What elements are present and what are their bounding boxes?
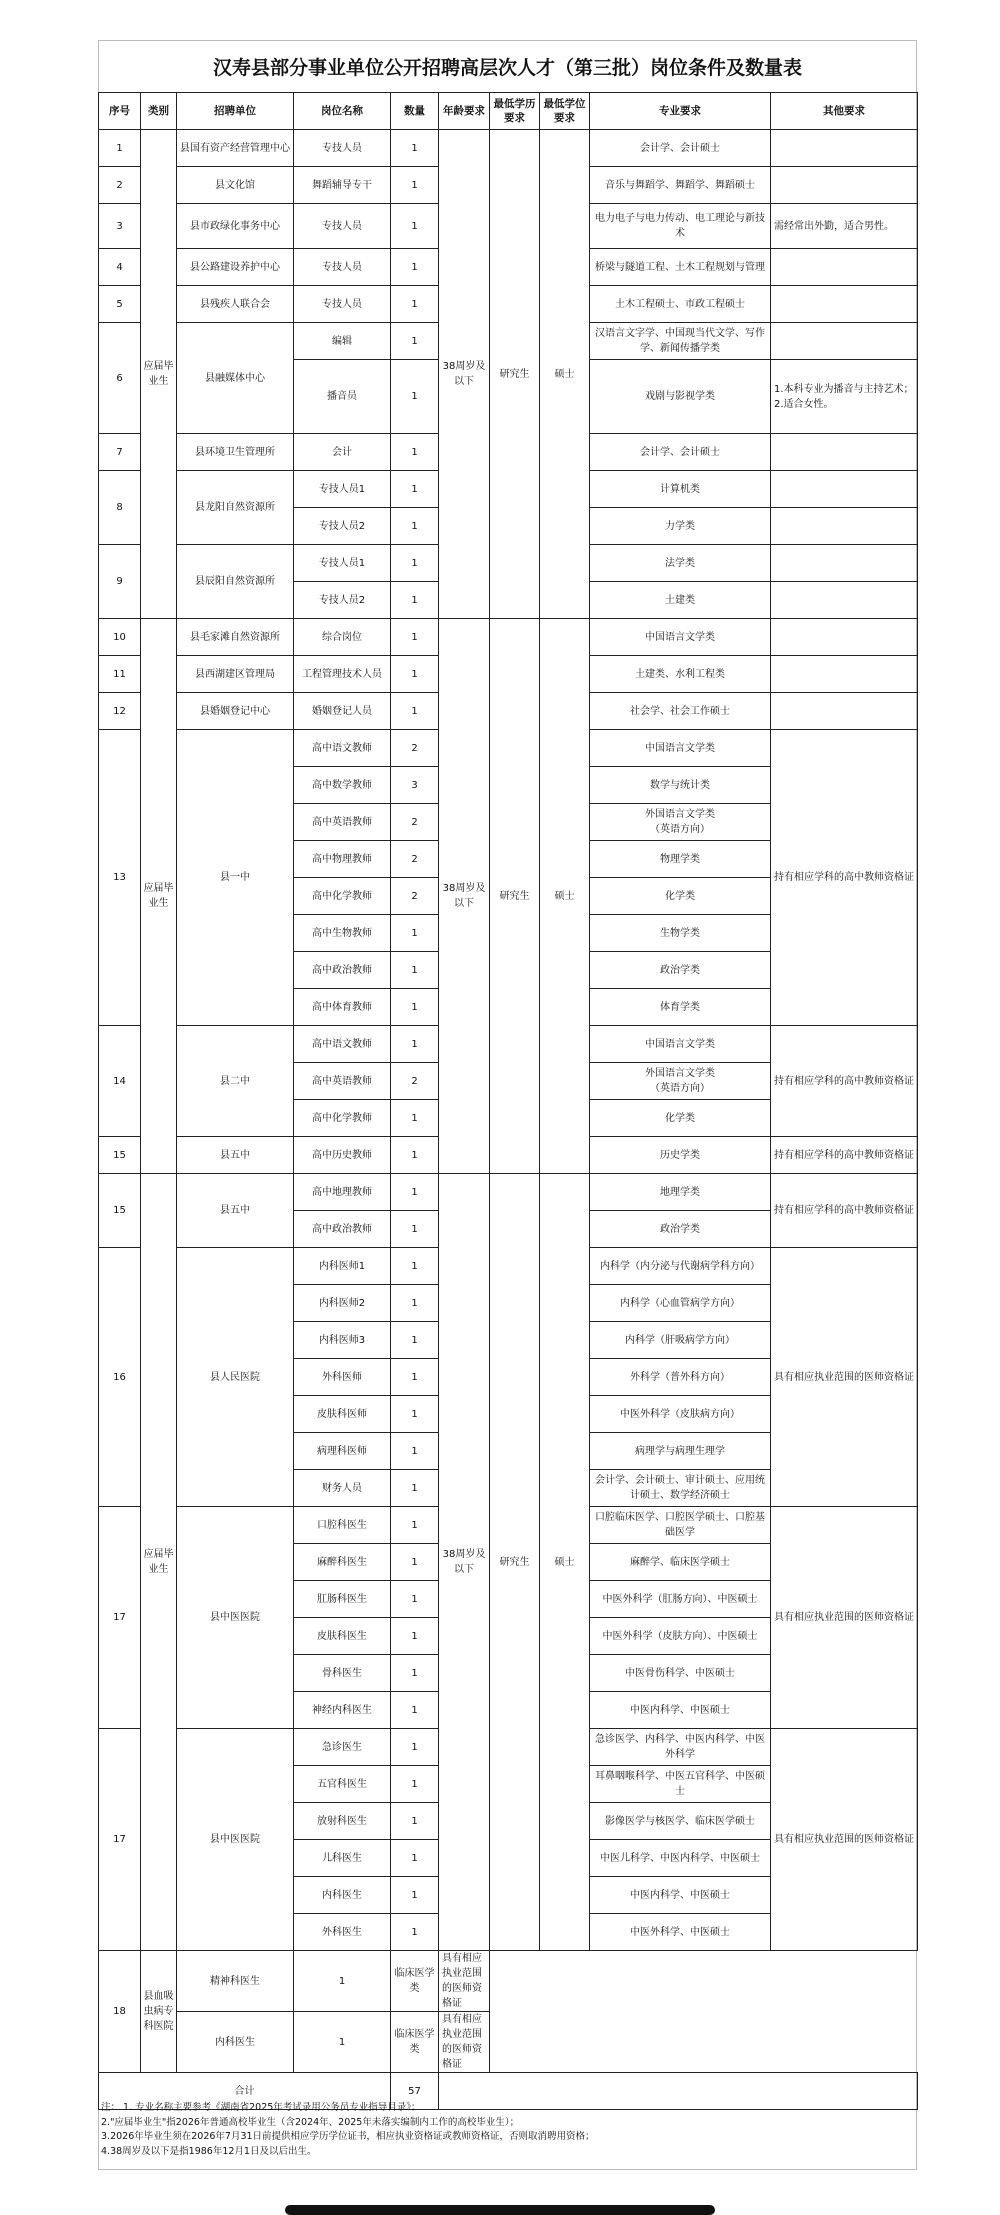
col-major: 专业要求: [590, 93, 771, 130]
major-cell: 内科学（心血管病学方向）: [590, 1285, 771, 1322]
other-cell: 持有相应学科的高中教师资格证: [771, 1174, 918, 1248]
recruitment-table: [98, 92, 918, 2110]
post-cell: 综合岗位: [294, 619, 391, 656]
other-cell: 具有相应执业范围的医师资格证: [771, 1248, 918, 1507]
post-cell: 高中体育教师: [294, 989, 391, 1026]
seq-cell: 3: [99, 204, 141, 249]
major-cell: 法学类: [590, 545, 771, 582]
other-cell: 1.本科专业为播音与主持艺术； 2.适合女性。: [771, 360, 918, 434]
edu-cell: 研究生: [490, 1174, 540, 1951]
major-cell: 中国语言文学类: [590, 730, 771, 767]
count-cell: 2: [391, 1063, 439, 1100]
other-cell: [771, 582, 918, 619]
other-cell: 具有相应执业范围的医师资格证: [771, 1507, 918, 1729]
major-cell: 急诊医学、内科学、中医内科学、中医外科学: [590, 1729, 771, 1766]
post-cell: 高中地理教师: [294, 1174, 391, 1211]
count-cell: 1: [391, 249, 439, 286]
major-cell: 中医内科学、中医硕士: [590, 1877, 771, 1914]
table-row: [99, 2012, 918, 2073]
footnotes: [98, 2101, 917, 2159]
count-cell: 1: [391, 656, 439, 693]
major-cell: 力学类: [590, 508, 771, 545]
table-row: [99, 619, 918, 656]
post-cell: 内科医生: [177, 2012, 294, 2073]
major-cell: 内科学（肝吸病学方向）: [590, 1322, 771, 1359]
count-cell: 1: [391, 1359, 439, 1396]
table-row: [99, 1174, 918, 1211]
footnote-line: 3.2026年毕业生须在2026年7月31日前提供相应学历学位证书，相应执业资格证或教师资格证，否则取消聘用资格；: [101, 2131, 595, 2142]
unit-cell: 县婚姻登记中心: [177, 693, 294, 730]
major-cell: 临床医学类: [391, 2012, 439, 2073]
unit-cell: 县五中: [177, 1137, 294, 1174]
other-cell: 具有相应执业范围的医师资格证: [439, 1951, 490, 2012]
post-cell: 外科医生: [294, 1914, 391, 1951]
unit-cell: 县西湖建区管理局: [177, 656, 294, 693]
seq-cell: 6: [99, 323, 141, 434]
document-title: 汉寿县部分事业单位公开招聘高层次人才（第三批）岗位条件及数量表: [212, 57, 802, 79]
count-cell: 1: [391, 286, 439, 323]
count-cell: 1: [391, 1507, 439, 1544]
count-cell: 1: [391, 1840, 439, 1877]
major-cell: 中医内科学、中医硕士: [590, 1692, 771, 1729]
count-cell: 1: [391, 693, 439, 730]
age-cell: 38周岁及以下: [439, 130, 490, 619]
post-cell: 播音员: [294, 360, 391, 434]
seq-cell: 10: [99, 619, 141, 656]
post-cell: 皮肤科医生: [294, 1618, 391, 1655]
major-cell: 汉语言文字学、中国现当代文学、写作学、新闻传播学类: [590, 323, 771, 360]
other-cell: [771, 249, 918, 286]
major-cell: 历史学类: [590, 1137, 771, 1174]
major-cell: 中国语言文学类: [590, 619, 771, 656]
category-cell: 应届毕业生: [141, 130, 177, 619]
count-cell: 1: [391, 1174, 439, 1211]
major-cell: 土建类: [590, 582, 771, 619]
post-cell: 专技人员: [294, 286, 391, 323]
unit-cell: 县文化馆: [177, 167, 294, 204]
unit-cell: 县一中: [177, 730, 294, 1026]
post-cell: 放射科医生: [294, 1803, 391, 1840]
post-cell: 内科医师1: [294, 1248, 391, 1285]
header-row: [99, 93, 918, 130]
major-cell: 音乐与舞蹈学、舞蹈学、舞蹈硕士: [590, 167, 771, 204]
unit-cell: 县国有资产经营管理中心: [177, 130, 294, 167]
post-cell: 内科医师3: [294, 1322, 391, 1359]
post-cell: 高中英语教师: [294, 804, 391, 841]
category-cell: 应届毕业生: [141, 619, 177, 1174]
unit-cell: 县残疾人联合会: [177, 286, 294, 323]
major-cell: 政治学类: [590, 1211, 771, 1248]
col-age: 年龄要求: [439, 93, 490, 130]
other-cell: [771, 619, 918, 656]
count-cell: 1: [391, 1137, 439, 1174]
seq-cell: 14: [99, 1026, 141, 1137]
count-cell: 1: [391, 1729, 439, 1766]
count-cell: 1: [391, 1211, 439, 1248]
major-cell: 耳鼻咽喉科学、中医五官科学、中医硕士: [590, 1766, 771, 1803]
count-cell: 1: [391, 508, 439, 545]
count-cell: 2: [391, 804, 439, 841]
other-cell: [771, 130, 918, 167]
other-cell: 持有相应学科的高中教师资格证: [771, 1026, 918, 1137]
post-cell: 专技人员: [294, 130, 391, 167]
post-cell: 高中政治教师: [294, 952, 391, 989]
major-cell: 地理学类: [590, 1174, 771, 1211]
count-cell: 1: [391, 1100, 439, 1137]
major-cell: 中医儿科学、中医内科学、中医硕士: [590, 1840, 771, 1877]
other-cell: [771, 693, 918, 730]
count-cell: 1: [391, 1692, 439, 1729]
major-cell: 会计学、会计硕士: [590, 434, 771, 471]
col-edu: 最低学历要求: [490, 93, 540, 130]
count-cell: 1: [391, 1470, 439, 1507]
other-cell: 具有相应执业范围的医师资格证: [771, 1729, 918, 1951]
other-cell: 持有相应学科的高中教师资格证: [771, 730, 918, 1026]
major-cell: 中医外科学（皮肤病方向）: [590, 1396, 771, 1433]
seq-cell: 16: [99, 1248, 141, 1507]
age-cell: 38周岁及以下: [439, 1174, 490, 1951]
post-cell: 病理科医师: [294, 1433, 391, 1470]
post-cell: 财务人员: [294, 1470, 391, 1507]
post-cell: 五官科医生: [294, 1766, 391, 1803]
count-cell: 1: [391, 1655, 439, 1692]
seq-cell: 11: [99, 656, 141, 693]
post-cell: 专技人员2: [294, 582, 391, 619]
major-cell: 口腔临床医学、口腔医学硕士、口腔基础医学: [590, 1507, 771, 1544]
edu-cell: 研究生: [490, 619, 540, 1174]
count-cell: 1: [294, 1951, 391, 2012]
post-cell: 高中语文教师: [294, 730, 391, 767]
post-cell: 高中政治教师: [294, 1211, 391, 1248]
col-other: 其他要求: [771, 93, 918, 130]
post-cell: 麻醉科医生: [294, 1544, 391, 1581]
count-cell: 1: [391, 130, 439, 167]
post-cell: 专技人员2: [294, 508, 391, 545]
count-cell: 1: [391, 360, 439, 434]
seq-cell: 1: [99, 130, 141, 167]
table-row: [99, 130, 918, 167]
seq-cell: 17: [99, 1729, 141, 1951]
major-cell: 政治学类: [590, 952, 771, 989]
major-cell: 化学类: [590, 1100, 771, 1137]
degree-cell: 硕士: [540, 130, 590, 619]
seq-cell: 15: [99, 1137, 141, 1174]
other-cell: 需经常出外勤，适合男性。: [771, 204, 918, 249]
major-cell: 外国语言文学类 （英语方向）: [590, 1063, 771, 1100]
category-cell: 应届毕业生: [141, 1174, 177, 1951]
major-cell: 中医骨伤科学、中医硕士: [590, 1655, 771, 1692]
total-label: 合计: [99, 2073, 391, 2110]
major-cell: 化学类: [590, 878, 771, 915]
count-cell: 2: [391, 841, 439, 878]
footnote-line: 注： 1. 专业名称主要参考《湖南省2025年考试录用公务员专业指导目录》；: [101, 2102, 421, 2113]
major-cell: 电力电子与电力传动、电工理论与新技术: [590, 204, 771, 249]
age-cell: 38周岁及以下: [439, 619, 490, 1174]
major-cell: 中医外科学（肛肠方向）、中医硕士: [590, 1581, 771, 1618]
unit-cell: 县龙阳自然资源所: [177, 471, 294, 545]
post-cell: 专技人员1: [294, 545, 391, 582]
count-cell: 1: [391, 434, 439, 471]
count-cell: 2: [391, 730, 439, 767]
count-cell: 1: [391, 1581, 439, 1618]
unit-cell: 县中医医院: [177, 1507, 294, 1729]
count-cell: 1: [391, 1618, 439, 1655]
count-cell: 1: [391, 545, 439, 582]
post-cell: 婚姻登记人员: [294, 693, 391, 730]
post-cell: 高中化学教师: [294, 878, 391, 915]
count-cell: 1: [391, 582, 439, 619]
other-cell: 具有相应执业范围的医师资格证: [439, 2012, 490, 2073]
post-cell: 内科医生: [294, 1877, 391, 1914]
degree-cell: 硕士: [540, 1174, 590, 1951]
post-cell: 编辑: [294, 323, 391, 360]
post-cell: 皮肤科医师: [294, 1396, 391, 1433]
col-seq: 序号: [99, 93, 141, 130]
seq-cell: 8: [99, 471, 141, 545]
major-cell: 桥梁与隧道工程、土木工程规划与管理: [590, 249, 771, 286]
seq-cell: 4: [99, 249, 141, 286]
post-cell: 口腔科医生: [294, 1507, 391, 1544]
total-count: 57: [391, 2073, 439, 2110]
post-cell: 骨科医生: [294, 1655, 391, 1692]
major-cell: 会计学、会计硕士、审计硕士、应用统计硕士、数学经济硕士: [590, 1470, 771, 1507]
count-cell: 1: [391, 1803, 439, 1840]
count-cell: 1: [391, 915, 439, 952]
count-cell: 1: [391, 167, 439, 204]
major-cell: 影像医学与核医学、临床医学硕士: [590, 1803, 771, 1840]
count-cell: 1: [391, 1396, 439, 1433]
count-cell: 1: [391, 1877, 439, 1914]
seq-cell: 9: [99, 545, 141, 619]
count-cell: 3: [391, 767, 439, 804]
other-cell: [771, 286, 918, 323]
other-cell: [771, 471, 918, 508]
degree-cell: 硕士: [540, 619, 590, 1174]
seq-cell: 18: [99, 1951, 141, 2073]
unit-cell: 县融媒体中心: [177, 323, 294, 434]
post-cell: 高中化学教师: [294, 1100, 391, 1137]
count-cell: 1: [391, 1285, 439, 1322]
unit-cell: 县五中: [177, 1174, 294, 1248]
count-cell: 1: [391, 952, 439, 989]
count-cell: 1: [391, 1766, 439, 1803]
post-cell: 专技人员: [294, 249, 391, 286]
footnote-line: 4.38周岁及以下是指1986年12月1日及以后出生。: [101, 2145, 317, 2157]
post-cell: 专技人员1: [294, 471, 391, 508]
other-cell: [771, 434, 918, 471]
post-cell: 精神科医生: [177, 1951, 294, 2012]
count-cell: 1: [391, 1914, 439, 1951]
major-cell: 体育学类: [590, 989, 771, 1026]
major-cell: 中医外科学（皮肤方向）、中医硕士: [590, 1618, 771, 1655]
post-cell: 肛肠科医生: [294, 1581, 391, 1618]
col-degree: 最低学位要求: [540, 93, 590, 130]
unit-cell: 县辰阳自然资源所: [177, 545, 294, 619]
other-cell: [771, 656, 918, 693]
major-cell: 会计学、会计硕士: [590, 130, 771, 167]
major-cell: 计算机类: [590, 471, 771, 508]
major-cell: 中国语言文学类: [590, 1026, 771, 1063]
major-cell: 外科学（普外科方向）: [590, 1359, 771, 1396]
post-cell: 高中生物教师: [294, 915, 391, 952]
major-cell: 临床医学类: [391, 1951, 439, 2012]
count-cell: 1: [391, 1322, 439, 1359]
major-cell: 中医外科学、中医硕士: [590, 1914, 771, 1951]
col-unit: 招聘单位: [177, 93, 294, 130]
unit-cell: 县毛家滩自然资源所: [177, 619, 294, 656]
major-cell: 土建类、水利工程类: [590, 656, 771, 693]
major-cell: 生物学类: [590, 915, 771, 952]
seq-cell: 5: [99, 286, 141, 323]
major-cell: 社会学、社会工作硕士: [590, 693, 771, 730]
post-cell: 高中语文教师: [294, 1026, 391, 1063]
footnote-line: 2."应届毕业生"指2026年普通高校毕业生（含2024年、2025年未落实编制内工作的高校毕业生）；: [101, 2116, 520, 2128]
count-cell: 1: [391, 323, 439, 360]
post-cell: 外科医师: [294, 1359, 391, 1396]
col-count: 数量: [391, 93, 439, 130]
count-cell: 1: [391, 1544, 439, 1581]
other-cell: [771, 323, 918, 360]
unit-cell: 县市政绿化事务中心: [177, 204, 294, 249]
unit-cell: 县中医医院: [177, 1729, 294, 1951]
other-cell: [771, 545, 918, 582]
seq-cell: 13: [99, 730, 141, 1026]
major-cell: 外国语言文学类 （英语方向）: [590, 804, 771, 841]
unit-cell: 县二中: [177, 1026, 294, 1137]
major-cell: 戏剧与影视学类: [590, 360, 771, 434]
count-cell: 1: [294, 2012, 391, 2073]
post-cell: 专技人员: [294, 204, 391, 249]
post-cell: 会计: [294, 434, 391, 471]
post-cell: 高中英语教师: [294, 1063, 391, 1100]
count-cell: 2: [391, 878, 439, 915]
major-cell: 数学与统计类: [590, 767, 771, 804]
post-cell: 舞蹈辅导专干: [294, 167, 391, 204]
post-cell: 神经内科医生: [294, 1692, 391, 1729]
post-cell: 儿科医生: [294, 1840, 391, 1877]
col-post: 岗位名称: [294, 93, 391, 130]
other-cell: [771, 508, 918, 545]
post-cell: 急诊医生: [294, 1729, 391, 1766]
count-cell: 1: [391, 619, 439, 656]
seq-cell: 2: [99, 167, 141, 204]
other-cell: [771, 167, 918, 204]
post-cell: 高中数学教师: [294, 767, 391, 804]
major-cell: 物理学类: [590, 841, 771, 878]
major-cell: 麻醉学、临床医学硕士: [590, 1544, 771, 1581]
major-cell: 病理学与病理生理学: [590, 1433, 771, 1470]
unit-cell: 县公路建设养护中心: [177, 249, 294, 286]
unit-cell: 县血吸虫病专科医院: [141, 1951, 177, 2073]
major-cell: 土木工程硕士、市政工程硕士: [590, 286, 771, 323]
count-cell: 1: [391, 1026, 439, 1063]
unit-cell: 县环境卫生管理所: [177, 434, 294, 471]
major-cell: 内科学（内分泌与代谢病学科方向）: [590, 1248, 771, 1285]
seq-cell: 17: [99, 1507, 141, 1729]
seq-cell: 12: [99, 693, 141, 730]
post-cell: 高中历史教师: [294, 1137, 391, 1174]
post-cell: 工程管理技术人员: [294, 656, 391, 693]
count-cell: 1: [391, 1248, 439, 1285]
count-cell: 1: [391, 204, 439, 249]
col-category: 类别: [141, 93, 177, 130]
edu-cell: 研究生: [490, 130, 540, 619]
other-cell: 持有相应学科的高中教师资格证: [771, 1137, 918, 1174]
unit-cell: 县人民医院: [177, 1248, 294, 1507]
post-cell: 高中物理教师: [294, 841, 391, 878]
post-cell: 内科医师2: [294, 1285, 391, 1322]
table-row: [99, 1951, 918, 2012]
seq-cell: 15: [99, 1174, 141, 1248]
seq-cell: 7: [99, 434, 141, 471]
count-cell: 1: [391, 471, 439, 508]
count-cell: 1: [391, 989, 439, 1026]
count-cell: 1: [391, 1433, 439, 1470]
